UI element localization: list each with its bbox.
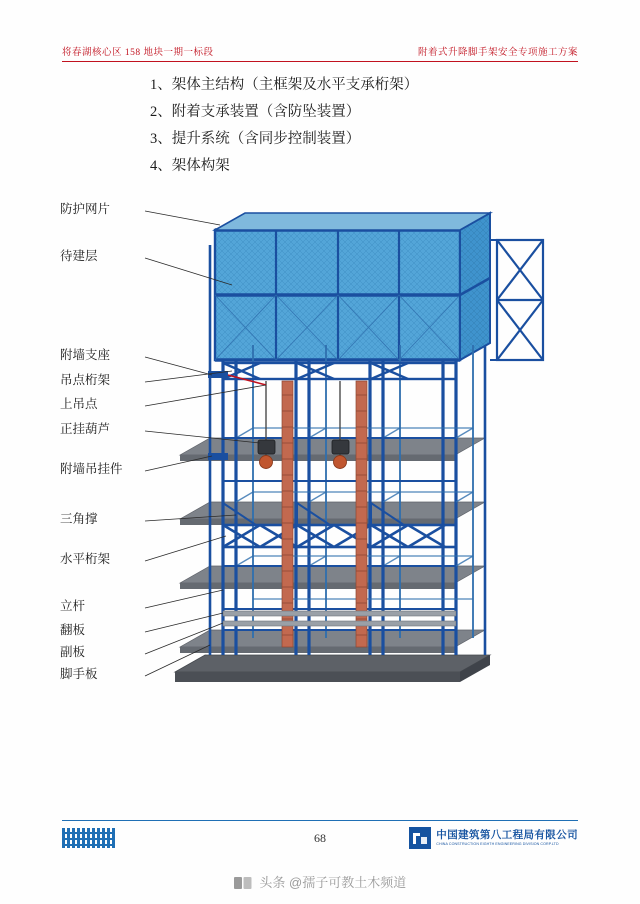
scaffold-illustration (60, 185, 580, 725)
attribution-text: @孺子可教土木频道 (289, 875, 407, 890)
callout-wall-hanger: 附墙吊挂件 (60, 462, 123, 476)
callout-flip-board: 翻板 (60, 623, 86, 637)
list-item: 1、架体主结构（主框架及水平支承桁架） (150, 77, 419, 93)
list-item: 4、架体构架 (150, 158, 230, 174)
callout-protective-mesh: 防护网片 (60, 202, 111, 216)
attribution-bar (0, 872, 640, 893)
attribution-source: 头条 (259, 875, 286, 890)
footer-company-name-cn: 中国建筑第八工程局有限公司 (436, 829, 578, 841)
header-right-title: 附着式升降脚手架安全专项施工方案 (417, 48, 578, 58)
callout-triangle-brace: 三角撑 (60, 512, 98, 526)
cscec-logo-icon (409, 827, 431, 849)
footer-company-name-en: CHINA CONSTRUCTION EIGHTH ENGINEERING DIVISION CORP.LTD (436, 841, 559, 846)
callout-building-floor: 待建层 (60, 249, 98, 263)
page-header (62, 44, 578, 66)
callout-chain-hoist: 正挂葫芦 (60, 422, 111, 436)
list-item: 3、提升系统（含同步控制装置） (150, 131, 361, 147)
callout-hanging-truss: 吊点桁架 (60, 373, 111, 387)
content-list (150, 72, 570, 180)
callout-wall-support: 附墙支座 (60, 348, 111, 362)
header-left-title: 将春湖核心区 158 地块一期一标段 (62, 48, 214, 58)
footer-company (409, 824, 578, 852)
scaffold-diagram (60, 185, 580, 725)
callout-vertical-post: 立杆 (60, 599, 86, 613)
toutiao-logo-icon (234, 876, 252, 893)
callout-horizontal-truss: 水平桁架 (60, 552, 111, 566)
page-number: 68 (314, 831, 326, 845)
callout-upper-lifting-point: 上吊点 (60, 397, 98, 411)
list-item: 2、附着支承装置（含防坠装置） (150, 104, 361, 120)
callout-scaffold-board: 脚手板 (60, 667, 98, 681)
footer-divider (62, 820, 578, 821)
header-divider (62, 61, 578, 62)
callout-sub-board: 副板 (60, 645, 86, 659)
